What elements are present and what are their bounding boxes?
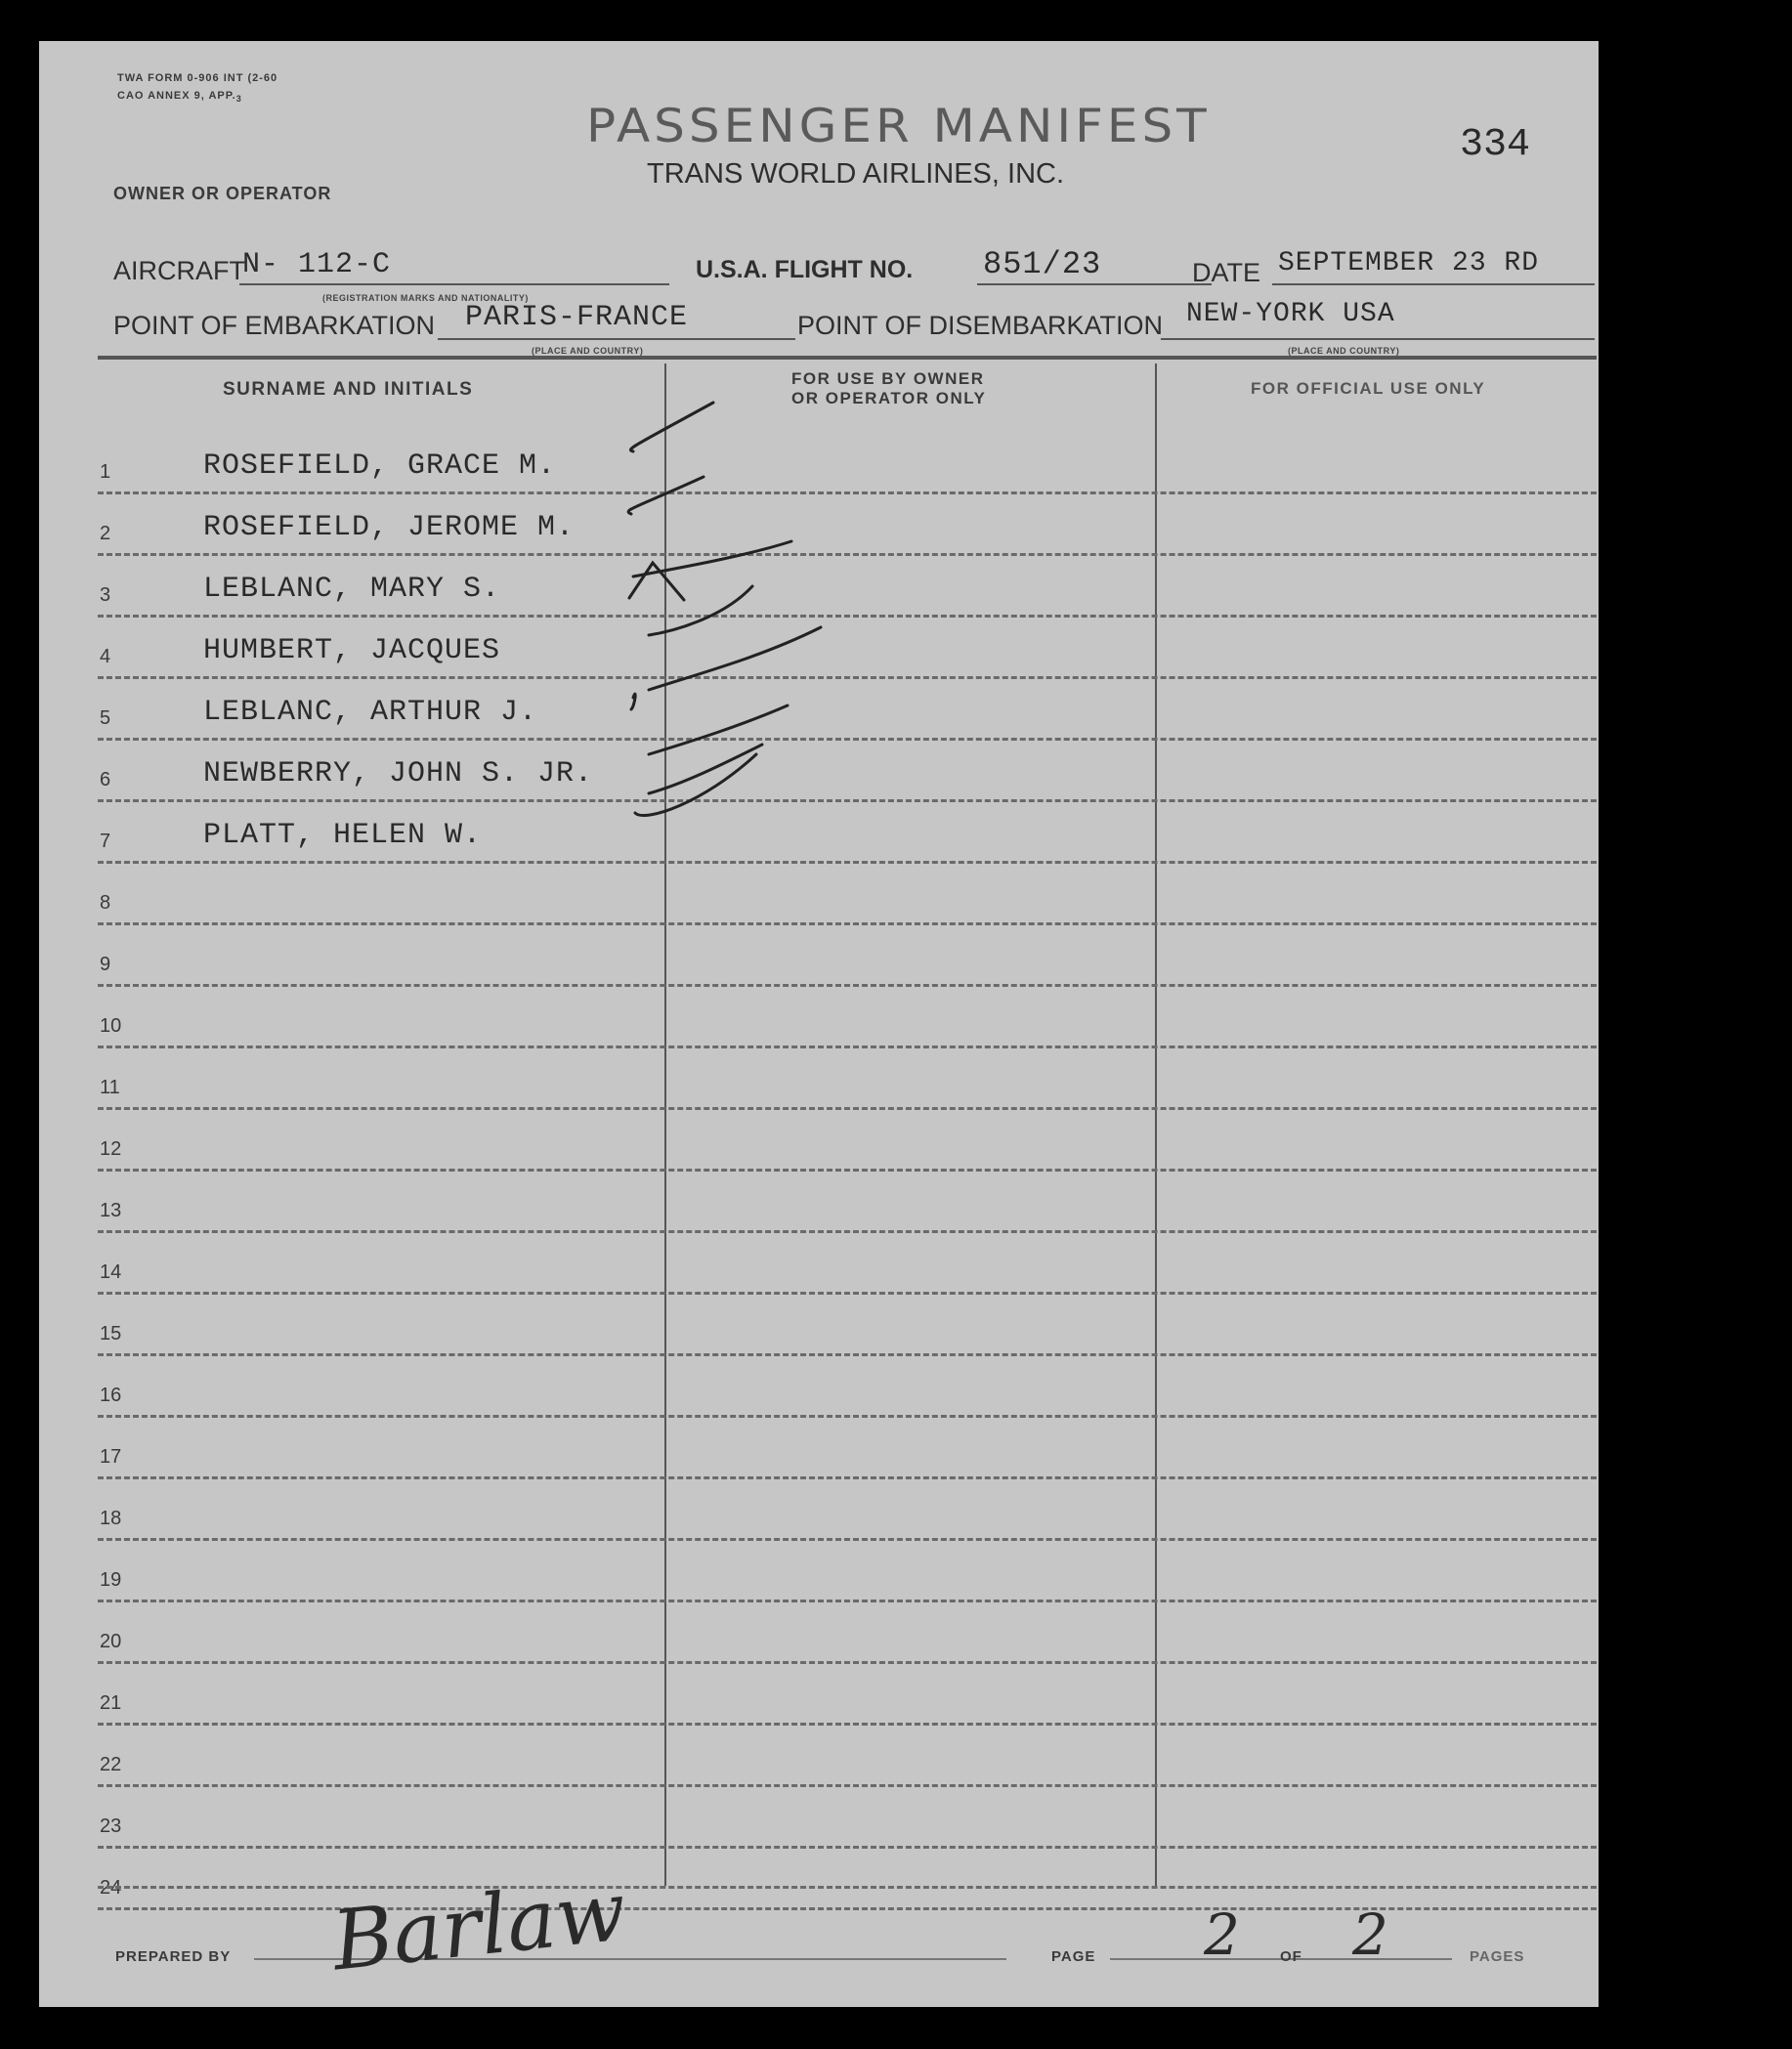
row-number: 18: [100, 1508, 122, 1529]
passenger-name: LEBLANC, ARTHUR J.: [203, 696, 538, 729]
column-header-owner-1: FOR USE BY OWNER: [791, 369, 985, 388]
date-label: DATE: [1192, 258, 1261, 287]
date-value: SEPTEMBER 23 RD: [1278, 248, 1540, 278]
row-number: 24: [100, 1877, 122, 1899]
row-number: 20: [100, 1631, 122, 1652]
row-number: 10: [100, 1015, 122, 1037]
row-number: 8: [100, 892, 111, 914]
row-number: 4: [100, 646, 111, 667]
aircraft-note: (REGISTRATION MARKS AND NATIONALITY): [322, 293, 529, 303]
disembarkation-note: (PLACE AND COUNTRY): [1288, 346, 1400, 356]
page-value: 2: [1204, 1901, 1240, 1968]
form-id-line1: TWA FORM 0-906 INT (2-60: [117, 72, 278, 84]
row-number: 2: [100, 523, 111, 544]
column-header-official: FOR OFFICIAL USE ONLY: [1251, 379, 1486, 398]
aircraft-label: AIRCRAFT: [113, 256, 245, 285]
page-label: PAGE: [1051, 1948, 1096, 1965]
row-number: 3: [100, 584, 111, 606]
page-stamp-number: 334: [1460, 123, 1531, 167]
aircraft-value: N- 112-C: [242, 248, 392, 281]
embarkation-label: POINT OF EMBARKATION: [113, 311, 436, 340]
passenger-name: PLATT, HELEN W.: [203, 819, 483, 852]
row-number: 13: [100, 1200, 122, 1221]
passenger-name: NEWBERRY, JOHN S. JR.: [203, 757, 594, 790]
check-mark-1: [630, 403, 713, 451]
check-mark-4: [649, 586, 752, 635]
passenger-name: ROSEFIELD, JEROME M.: [203, 511, 576, 544]
signature: Barlaw: [327, 1862, 631, 1989]
disembarkation-value: NEW-YORK USA: [1186, 299, 1395, 329]
row-number: 7: [100, 831, 111, 852]
company-name: TRANS WORLD AIRLINES, INC.: [647, 158, 1065, 190]
passenger-name: LEBLANC, MARY S.: [203, 573, 501, 606]
row-number: 11: [100, 1077, 120, 1098]
flight-value: 851/23: [983, 246, 1102, 282]
check-mark-3: [629, 541, 791, 600]
row-number: 23: [100, 1815, 122, 1837]
column-header-names: SURNAME AND INITIALS: [223, 379, 474, 400]
prepared-by-label: PREPARED BY: [115, 1948, 232, 1965]
check-mark-5: [631, 627, 821, 709]
check-mark-7: [635, 745, 762, 816]
row-number: 12: [100, 1138, 122, 1160]
pages-label: PAGES: [1470, 1948, 1525, 1965]
table-bottom-rule: [98, 1886, 1597, 1889]
check-marks: [39, 41, 1599, 2007]
row-number: 21: [100, 1692, 122, 1714]
passenger-name: ROSEFIELD, GRACE M.: [203, 449, 557, 483]
row-number: 9: [100, 954, 111, 975]
check-mark-6: [649, 705, 788, 754]
manifest-sheet: [39, 41, 1599, 2007]
flight-label: U.S.A. FLIGHT NO.: [696, 256, 914, 283]
embarkation-note: (PLACE AND COUNTRY): [532, 346, 644, 356]
embarkation-value: PARIS-FRANCE: [465, 301, 689, 334]
row-number: 14: [100, 1261, 122, 1283]
owner-operator-label: OWNER OR OPERATOR: [113, 184, 332, 203]
row-number: 5: [100, 707, 111, 729]
disembarkation-label: POINT OF DISEMBARKATION: [797, 311, 1164, 340]
row-number: 22: [100, 1754, 122, 1775]
row-number: 6: [100, 769, 111, 790]
of-label: OF: [1280, 1948, 1302, 1965]
check-mark-2: [628, 477, 704, 514]
column-header-owner-2: OR OPERATOR ONLY: [791, 389, 987, 407]
row-number: 19: [100, 1569, 122, 1591]
row-number: 17: [100, 1446, 122, 1468]
row-number: 1: [100, 461, 111, 483]
form-id-line2: CAO ANNEX 9, $APP._3$: [117, 90, 242, 105]
passenger-name: HUMBERT, JACQUES: [203, 634, 501, 667]
document-title: PASSENGER MANIFEST: [586, 99, 1211, 153]
row-number: 15: [100, 1323, 122, 1345]
row-number: 16: [100, 1385, 122, 1406]
of-value: 2: [1352, 1901, 1388, 1968]
